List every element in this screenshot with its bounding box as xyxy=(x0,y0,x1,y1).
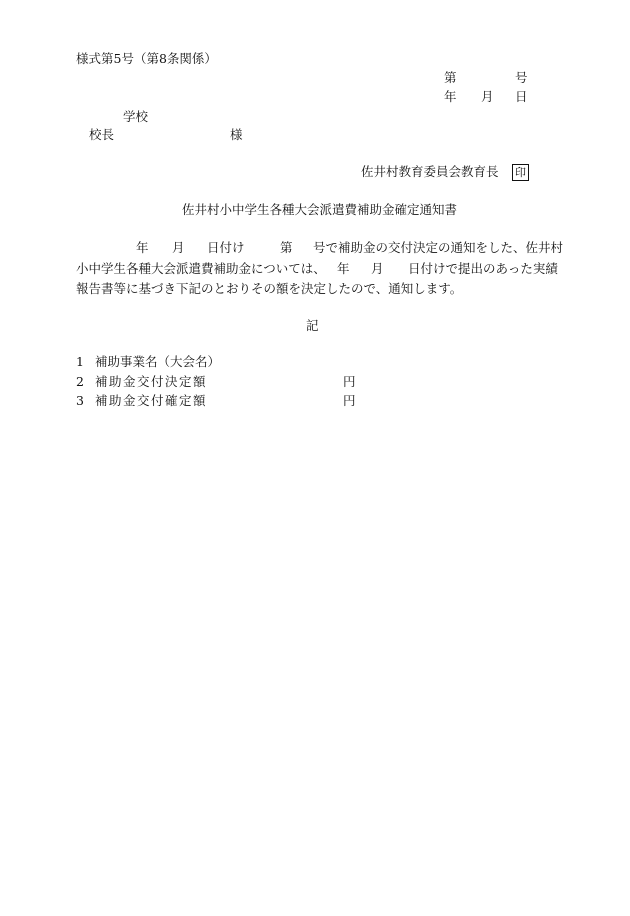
addressee-honorific: 様 xyxy=(230,127,243,142)
ki-heading: 記 xyxy=(306,318,319,333)
body-l1-day: 日付け xyxy=(207,240,245,255)
item-unit: 円 xyxy=(343,374,356,389)
body-l2-rest: 日付けで提出のあった実績 xyxy=(408,261,558,276)
date-month: 月 xyxy=(481,89,494,104)
item-number: 2 xyxy=(76,374,84,389)
date-year: 年 xyxy=(444,89,457,104)
form-id: 様式第5号（第8条関係） xyxy=(76,51,217,66)
body-l1-month: 月 xyxy=(172,240,185,255)
addressee-school: 学校 xyxy=(123,109,149,124)
document-title: 佐井村小中学生各種大会派遣費補助金確定通知書 xyxy=(182,202,458,217)
list-item xyxy=(0,354,630,370)
body-l3: 報告書等に基づき下記のとおりその額を決定したので、通知します。 xyxy=(76,281,463,296)
item-label: 補助金交付確定額 xyxy=(95,393,208,408)
body-l2-month: 月 xyxy=(371,261,384,276)
body-l1-no: 第 xyxy=(280,240,293,255)
body-l2-start: 小中学生各種大会派遣費補助金については、 xyxy=(76,261,326,276)
number-prefix: 第 xyxy=(444,70,457,85)
seal-mark: 印 xyxy=(512,164,529,181)
list-item xyxy=(0,393,630,409)
body-l1-year: 年 xyxy=(136,240,149,255)
item-number: 3 xyxy=(76,393,84,408)
body-l2-year: 年 xyxy=(337,261,350,276)
item-label: 補助金交付決定額 xyxy=(95,374,208,389)
sender-name: 佐井村教育委員会教育長 xyxy=(361,164,499,179)
item-unit: 円 xyxy=(343,393,356,408)
number-suffix: 号 xyxy=(515,70,528,85)
date-day: 日 xyxy=(515,89,528,104)
body-l1-rest: 号で補助金の交付決定の通知をした、佐井村 xyxy=(313,240,564,255)
item-number: 1 xyxy=(76,354,84,369)
item-label: 補助事業名（大会名） xyxy=(95,354,221,369)
addressee-principal: 校長 xyxy=(89,127,115,142)
list-item xyxy=(0,374,630,390)
